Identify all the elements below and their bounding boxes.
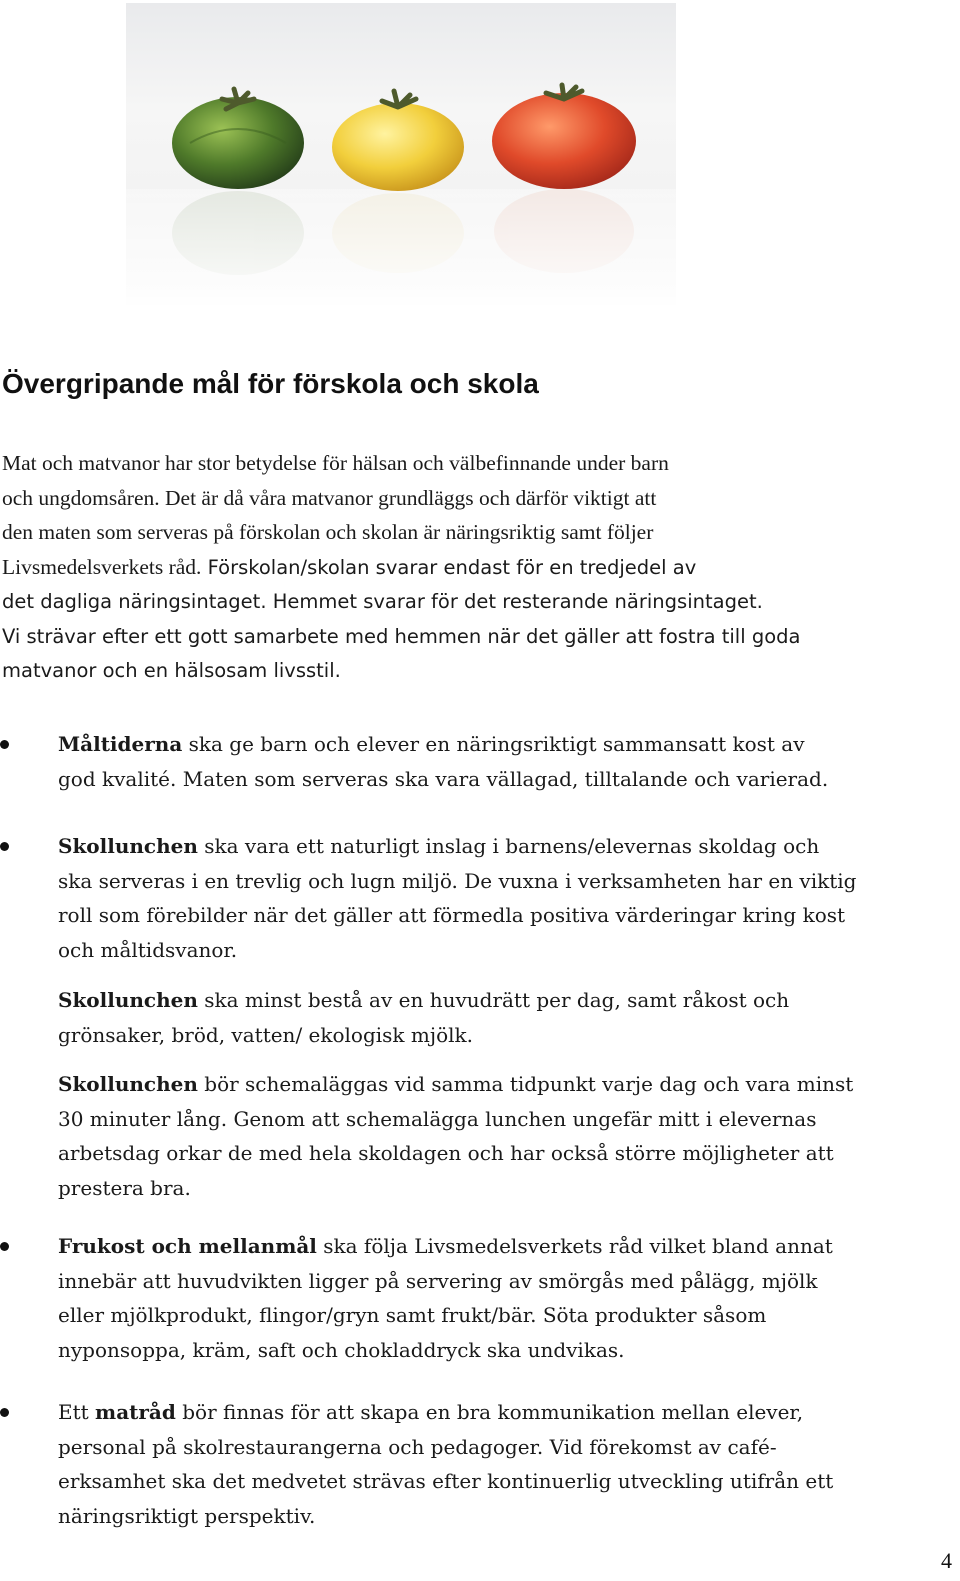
item-text: Ett [58, 1400, 96, 1424]
item-text: ska vara ett naturligt inslag i barnens/elevernas skoldag och [197, 834, 820, 858]
item-line [58, 727, 948, 762]
item-line: arbetsdag orkar de med hela skoldagen och har också större möjligheter att [58, 1141, 834, 1165]
item-text: bör schemaläggas vid samma tidpunkt varje dag och vara minst [197, 1072, 854, 1096]
item-line: nyponsoppa, kräm, saft och chokladdryck ska undvikas. [58, 1337, 625, 1362]
item-text: bör finnas för att skapa en bra kommunikation mellan elever, [175, 1400, 804, 1424]
list-item-text [58, 983, 948, 1052]
bullet-icon [0, 1242, 9, 1251]
item-line: prestera bra. [58, 1175, 191, 1200]
list-item-text [58, 1067, 948, 1205]
bullet-icon [0, 1408, 9, 1417]
item-line [58, 1395, 948, 1430]
item-line: näringsriktigt perspektiv. [58, 1503, 316, 1528]
intro-line: Vi strävar efter ett gott samarbete med hemmen när det gäller att fostra till goda [2, 624, 801, 648]
item-text: ska minst bestå av en huvudrätt per dag, samt råkost och [197, 988, 790, 1012]
item-line: och måltidsvanor. [58, 937, 238, 962]
item-line: god kvalité. Maten som serveras ska vara vällagad, tilltalande och varierad. [58, 766, 829, 791]
item-line: erksamhet ska det medvetet strävas efter kontinuerlig utveckling utifrån ett [58, 1469, 834, 1493]
bullet-icon [0, 740, 9, 749]
tomatoes-illustration [126, 3, 676, 305]
item-line: roll som förebilder när det gäller att förmedla positiva värderingar kring kost [58, 903, 846, 927]
intro-line: och ungdomsåren. Det är då våra matvanor grundläggs och därför viktigt att [2, 485, 657, 510]
intro-paragraph [2, 446, 932, 689]
list-item-text [58, 1229, 948, 1367]
item-keyword: Skollunchen [58, 988, 198, 1012]
bullet-icon [0, 842, 9, 851]
tomatoes-photo [126, 3, 676, 305]
intro-line [2, 550, 932, 586]
intro-line: matvanor och en hälsosam livsstil. [2, 659, 341, 682]
item-text: ska ge barn och elever en näringsriktigt sammansatt kost av [182, 732, 805, 756]
item-line [58, 983, 948, 1018]
list-item-text [58, 829, 948, 967]
intro-line: den maten som serveras på förskolan och skolan är näringsriktig samt följer [2, 520, 654, 544]
item-line: grönsaker, bröd, vatten/ ekologisk mjölk. [58, 1022, 473, 1047]
item-line: personal på skolrestaurangerna och pedagoger. Vid förekomst av café- [58, 1434, 777, 1459]
intro-text: Livsmedelsverkets råd. [2, 554, 202, 579]
intro-text: Förskolan/skolan svarar endast för en tredjedel av [201, 555, 697, 579]
item-line: ska serveras i en trevlig och lugn miljö. De vuxna i verksamheten har en viktig [58, 868, 857, 893]
intro-line: det dagliga näringsintaget. Hemmet svarar för det resterande näringsintaget. [2, 590, 763, 613]
list-item-text [58, 1395, 948, 1533]
item-line: eller mjölkprodukt, flingor/gryn samt frukt/bär. Söta produkter såsom [58, 1303, 767, 1327]
item-line [58, 1229, 948, 1264]
item-keyword: Skollunchen [58, 834, 198, 858]
page-number: 4 [941, 1548, 952, 1573]
item-line [58, 829, 948, 864]
item-keyword: Frukost och mellanmål [58, 1234, 317, 1258]
item-keyword: matråd [95, 1400, 176, 1424]
item-keyword: Måltiderna [58, 732, 183, 756]
page-title: Övergripande mål för förskola och skola [2, 368, 539, 399]
item-line [58, 1067, 948, 1102]
list-item-text [58, 727, 948, 796]
item-keyword: Skollunchen [58, 1072, 198, 1096]
item-line: 30 minuter lång. Genom att schemalägga lunchen ungefär mitt i elevernas [58, 1106, 817, 1131]
intro-line: Mat och matvanor har stor betydelse för hälsan och välbefinnande under barn [2, 451, 669, 475]
item-line: innebär att huvudvikten ligger på servering av smörgås med pålägg, mjölk [58, 1268, 818, 1293]
item-text: ska följa Livsmedelsverkets råd vilket bland annat [316, 1234, 833, 1258]
